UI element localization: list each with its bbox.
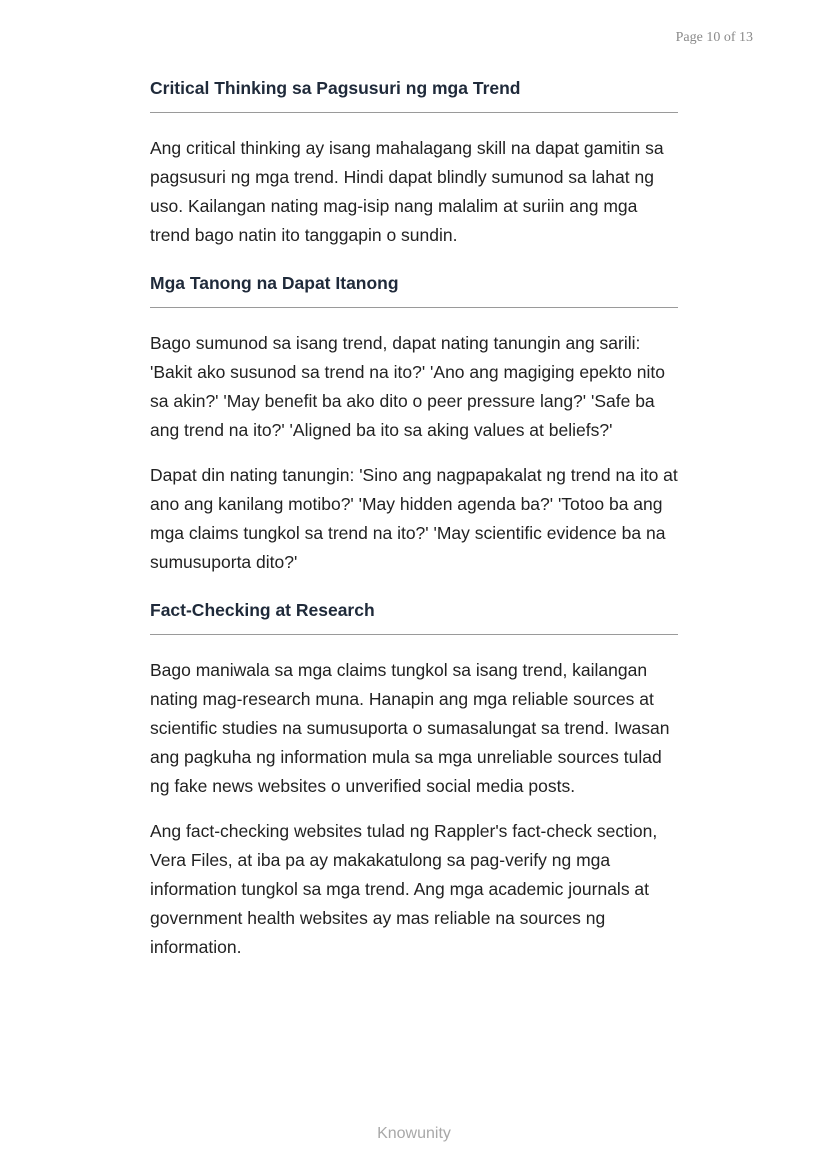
- paragraph: Dapat din nating tanungin: 'Sino ang nagpapakalat ng trend na ito at ano ang kanilang motibo?' 'May hidden agenda ba?' 'Totoo ba ang mga claims tungkol sa trend na ito?' 'May scientific evidence ba na sumusuporta dito?': [150, 465, 678, 572]
- page-number: Page 10 of 13: [675, 30, 753, 45]
- section-mga-tanong: [150, 273, 678, 577]
- section-heading: Mga Tanong na Dapat Itanong: [150, 273, 678, 308]
- section-body: [150, 113, 678, 250]
- footer-brand: Knowunity: [377, 1125, 451, 1142]
- paragraph: Ang fact-checking websites tulad ng Rappler's fact-check section, Vera Files, at iba pa ay makakatulong sa pag-verify ng mga information tungkol sa mga trend. Ang mga academic journals at government health websites ay mas reliable na sources ng information.: [150, 821, 658, 957]
- section-critical-thinking: [150, 78, 678, 250]
- paragraph: Bago maniwala sa mga claims tungkol sa isang trend, kailangan nating mag-research muna. Hanapin ang mga reliable sources at scientific studies na sumusuporta o sumasalungat sa trend. Iwasan ang pagkuha ng information mula sa mga unreliable sources tulad ng fake news websites o unverified social media posts.: [150, 660, 670, 796]
- paragraph: Ang critical thinking ay isang mahalagang skill na dapat gamitin sa pagsusuri ng mga trend. Hindi dapat blindly sumunod sa lahat ng uso. Kailangan nating mag-isip nang malalim at suriin ang mga trend bago natin ito tanggapin o sundin.: [150, 138, 664, 245]
- document-content: [150, 78, 678, 985]
- section-body: [150, 308, 678, 577]
- section-fact-checking: [150, 600, 678, 962]
- section-heading: Fact-Checking at Research: [150, 600, 678, 635]
- section-heading: Critical Thinking sa Pagsusuri ng mga Trend: [150, 78, 678, 113]
- section-body: [150, 635, 678, 962]
- paragraph: Bago sumunod sa isang trend, dapat nating tanungin ang sarili: 'Bakit ako susunod sa trend na ito?' 'Ano ang magiging epekto nito sa akin?' 'May benefit ba ako dito o peer pressure lang?' 'Safe ba ang trend na ito?' 'Aligned ba ito sa aking values at beliefs?': [150, 333, 665, 440]
